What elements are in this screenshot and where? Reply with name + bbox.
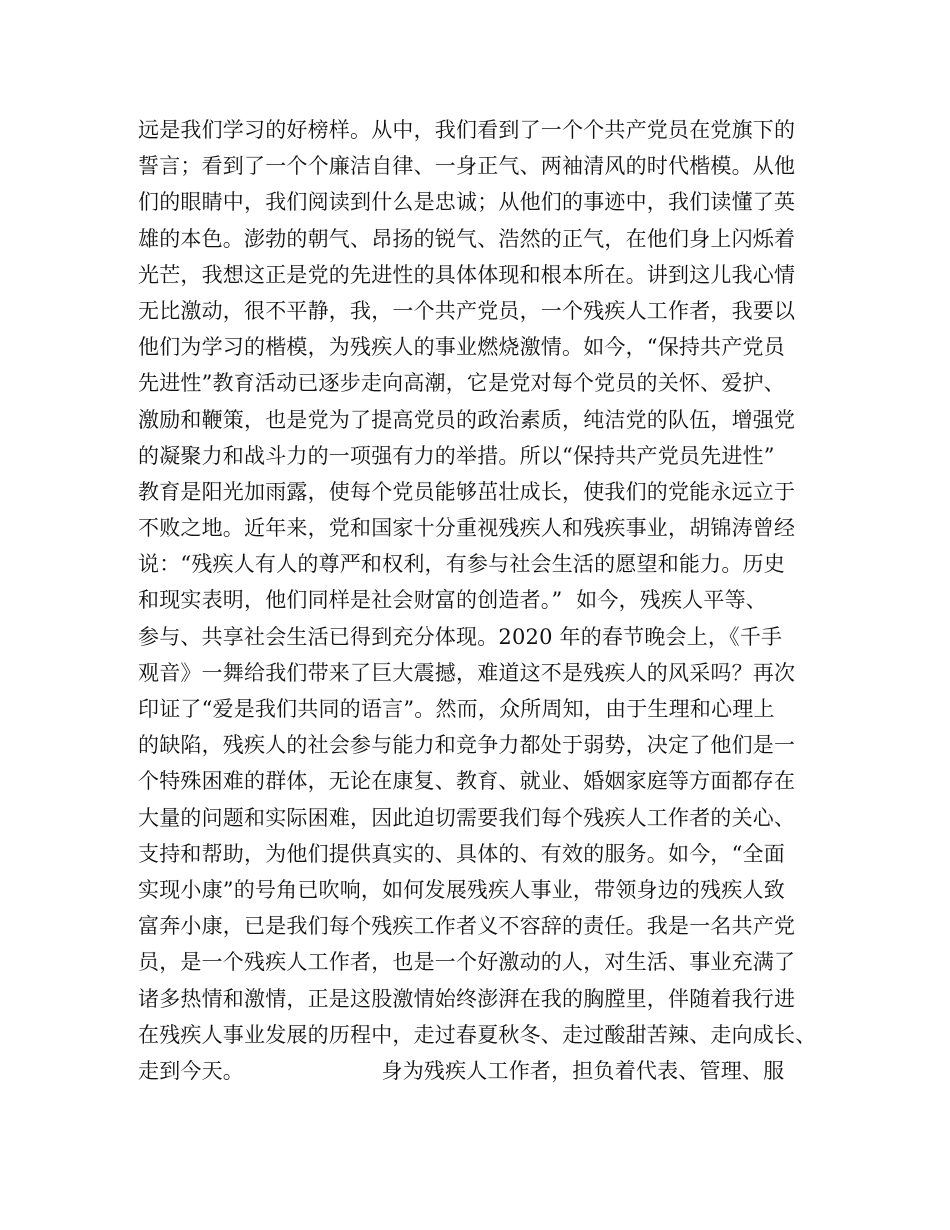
text-line: 说：“残疾人有人的尊严和权利，有参与社会生活的愿望和能力。历史 — [138, 552, 785, 577]
text-line: 激励和鞭策，也是党为了提高党员的政治素质，纯洁党的队伍，增强党 — [138, 407, 796, 432]
text-line: 教育是阳光加雨露，使每个党员能够茁壮成长，使我们的党能永远立于 — [138, 479, 796, 504]
text-line: 不败之地。近年来，党和国家十分重视残疾人和残疾事业，胡锦涛曾经 — [138, 516, 796, 541]
text-line: 员，是一个残疾人工作者，也是一个好激动的人，对生活、事业充满了 — [138, 950, 796, 975]
text-line: 和现实表明，他们同样是社会财富的创造者。” 如今，残疾人平等、 — [138, 588, 767, 613]
text-line: 在残疾人事业发展的历程中，走过春夏秋冬、走过酸甜苦辣、走向成长、 — [138, 1022, 817, 1047]
text-line: 富奔小康，已是我们每个残疾工作者义不容辞的责任。我是一名共产党 — [138, 914, 796, 939]
text-line: 参与、共享社会生活已得到充分体现。2020 年的春节晚会上，《千手 — [138, 624, 783, 649]
text-line: 光芒，我想这正是党的先进性的具体体现和根本所在。讲到这儿我心情 — [138, 262, 796, 287]
text-line: 誓言；看到了一个个廉洁自律、一身正气、两袖清风的时代楷模。从他 — [138, 154, 796, 179]
text-line: 走到今天。 身为残疾人工作者，担负着代表、管理、服 — [138, 1058, 785, 1083]
text-line: 先进性”教育活动已逐步走向高潮，它是党对每个党员的关怀、爱护、 — [138, 371, 785, 396]
text-line: 个特殊困难的群体，无论在康复、教育、就业、婚姻家庭等方面都存在 — [138, 769, 796, 794]
text-line: 无比激动，很不平静，我，一个共产党员，一个残疾人工作者，我要以 — [138, 298, 796, 323]
text-line: 实现小康”的号角已吹响，如何发展残疾人事业，带领身边的残疾人致 — [138, 877, 785, 902]
text-line: 诸多热情和激情，正是这股激情始终澎湃在我的胸膛里，伴随着我行进 — [138, 986, 796, 1011]
text-line: 雄的本色。澎勃的朝气、昂扬的锐气、浩然的正气，在他们身上闪烁着 — [138, 226, 796, 251]
text-line: 支持和帮助，为他们提供真实的、具体的、有效的服务。如今，“全面 — [138, 841, 785, 866]
text-line: 印证了“爱是我们共同的语言”。然而，众所周知，由于生理和心理上 — [138, 697, 775, 721]
text-line: 观音》一舞给我们带来了巨大震撼，难道这不是残疾人的风采吗？再次 — [138, 660, 796, 685]
text-line: 的凝聚力和战斗力的一项强有力的举措。所以“保持共产党员先进性” — [138, 443, 775, 468]
text-line: 远是我们学习的好榜样。从中，我们看到了一个个共产党员在党旗下的 — [138, 118, 796, 142]
text-line: 们的眼睛中，我们阅读到什么是忠诚；从他们的事迹中，我们读懂了英 — [138, 190, 796, 215]
text-line: 大量的问题和实际困难，因此迫切需要我们每个残疾人工作者的关心、 — [138, 805, 796, 830]
text-line: 的缺陷，残疾人的社会参与能力和竞争力都处于弱势，决定了他们是一 — [138, 733, 796, 758]
body-text — [138, 112, 838, 1089]
text-line: 他们为学习的楷模，为残疾人的事业燃烧激情。如今，“保持共产党员 — [138, 335, 785, 360]
